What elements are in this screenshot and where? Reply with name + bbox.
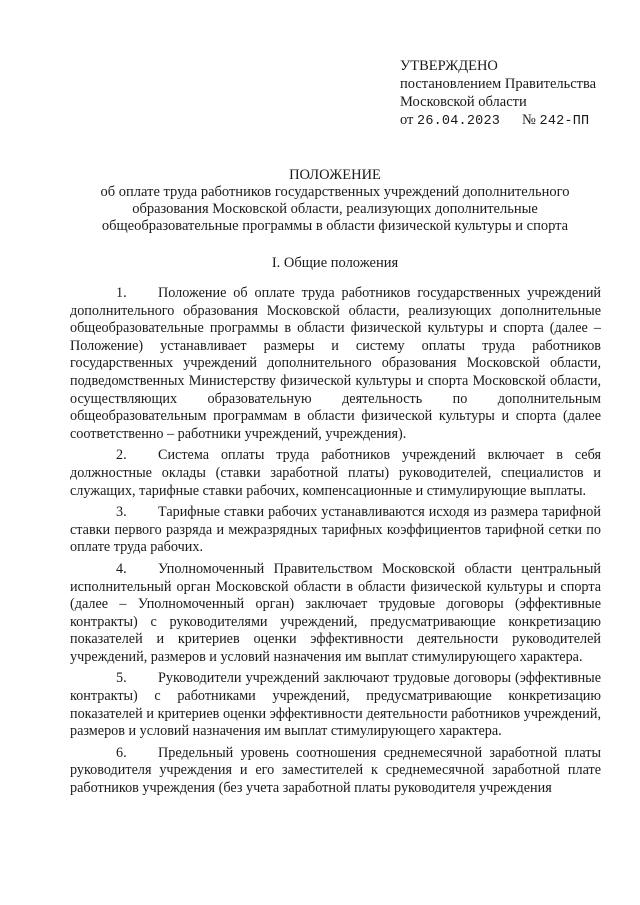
approval-number: 242-ПП xyxy=(539,114,590,129)
paragraph-number: 3. xyxy=(116,504,127,521)
paragraph-text: Руководители учреждений заключают трудовые договоры (эффективные контракты) с работниками учреждений, предусматривающие конкретизацию показателей и критериев оценки эффективности деятельности работников учреждений, размеров и условий назначения им выплат стимулирующего характера. xyxy=(70,670,601,740)
section-heading: I. Общие положения xyxy=(271,255,399,271)
approval-title: УТВЕРЖДЕНО xyxy=(400,58,498,74)
paragraph-number: 6. xyxy=(116,744,127,761)
approval-date-line xyxy=(400,111,596,131)
number-sign: № xyxy=(522,112,536,128)
approval-stamp xyxy=(400,57,596,131)
paragraph-number: 1. xyxy=(116,285,127,301)
paragraph-text: Уполномоченный Правительством Московской области центральный исполнительный орган Московской области в области физической культуры и спорта (далее – Уполномоченный орган) заключает трудовые договоры (эффективные контракты) с руководителями учреждений, предусматривающие конкретизацию показателей и критериев оценки эффективности деятельности руководителей учреждений, размеров и условий назначения им выплат стимулирующего характера. xyxy=(70,560,601,665)
paragraph-number: 5. xyxy=(116,670,127,687)
approval-line-decree: постановлением Правительства xyxy=(400,76,597,92)
paragraph-text: Тарифные ставки рабочих устанавливаются исходя из размера тарифной ставки первого разряда и межразрядных тарифных коэффициентов тарифной сетки по оплате труда рабочих. xyxy=(70,504,601,556)
paragraph xyxy=(70,670,601,740)
paragraph-number: 4. xyxy=(116,560,127,577)
paragraph-text: Система оплаты труда работников учреждений включает в себя должностные оклады (ставки заработной платы) руководителей, специалистов и служащих, тарифные ставки рабочих, компенсационные и стимулирующие выплаты. xyxy=(70,447,601,499)
document-title xyxy=(70,167,600,235)
document-body xyxy=(70,285,601,802)
paragraph xyxy=(70,504,601,557)
title-heading: ПОЛОЖЕНИЕ xyxy=(289,167,381,183)
title-subtitle: об оплате труда работников государственных учреждений дополнительного образования Московской области, реализующих дополнительные общеобразовательные программы в области физической культуры и спорта xyxy=(100,184,570,234)
approval-line-region: Московской области xyxy=(400,94,527,110)
paragraph-number: 2. xyxy=(116,447,127,464)
date-prefix: от xyxy=(400,112,414,128)
paragraph xyxy=(70,447,601,500)
paragraph-text: Предельный уровень соотношения среднемесячной заработной платы руководителя учреждения и его заместителей к среднемесячной заработной плате работников учреждения (без учета заработной платы руководителя учреждения xyxy=(70,744,601,797)
approval-date: 26.04.2023 xyxy=(417,114,501,129)
paragraph-text: Положение об оплате труда работников государственных учреждений дополнительного образования Московской области, реализующих дополнительные общеобразовательные программы в области физической культуры и спорта (далее – Положение) устанавливает размеры и систему оплаты труда работников государственных учреждений дополнительного образования Московской области, подведомственных Министерству физической культуры и спорта Московской области, осуществляющих образовательную деятельность по дополнительным общеобразовательным программам в области физической культуры и спорта (далее соответственно – работники учреждений, учреждения). xyxy=(70,285,601,442)
paragraph xyxy=(70,285,601,443)
paragraph xyxy=(70,561,601,667)
paragraph xyxy=(70,745,601,798)
